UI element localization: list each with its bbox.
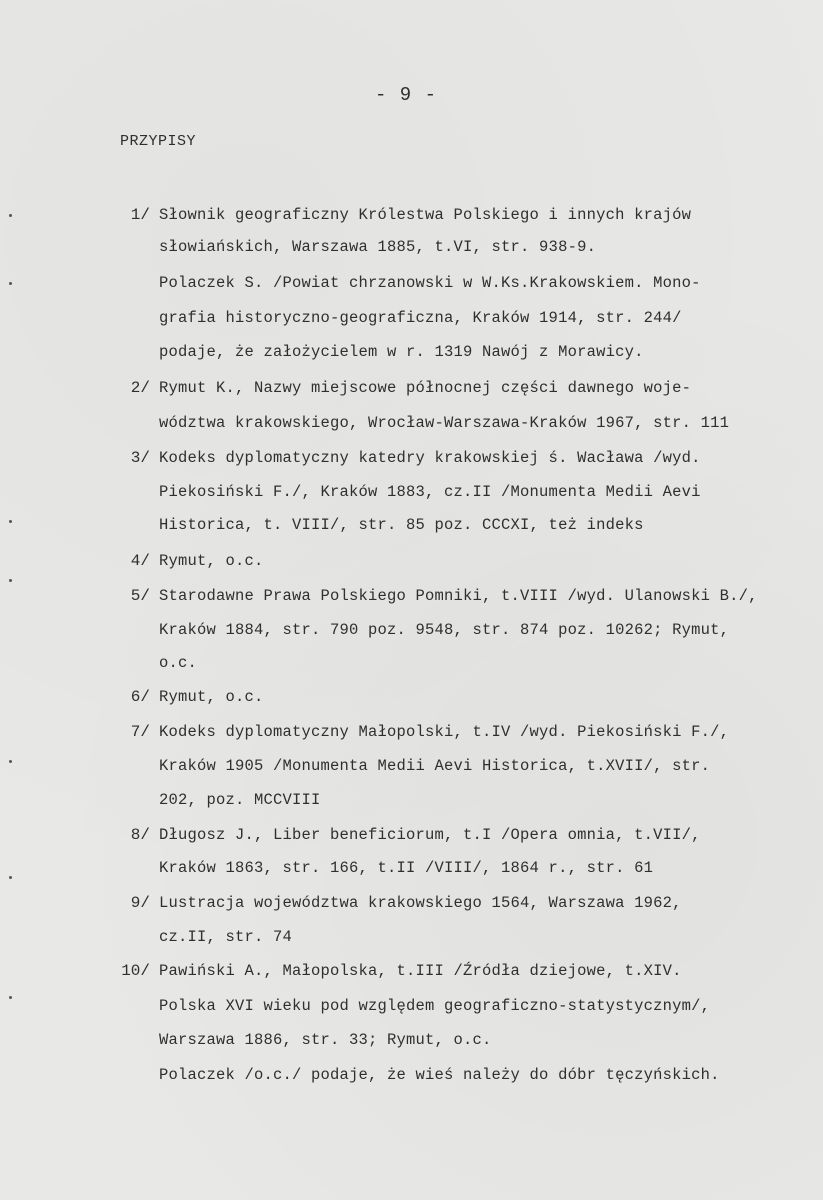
footnote-line: Rymut, o.c. [159,552,264,570]
footnote-line: słowiańskich, Warszawa 1885, t.VI, str. 938-9. [159,238,597,256]
footnote-number: 9/ [130,894,150,912]
footnote-line: 202, poz. MCCVIII [159,791,321,809]
footnote-line: Polaczek /o.c./ podaje, że wieś należy do dóbr tęczyńskich. [159,1066,720,1084]
footnote-number: 7/ [130,723,150,741]
footnote-number: 3/ [130,449,150,467]
section-heading: PRZYPISY [120,133,197,150]
footnote-number: 8/ [130,826,150,844]
footnote-line: Piekosiński F./, Kraków 1883, cz.II /Monumenta Medii Aevi [159,483,701,501]
footnote-line: Kraków 1863, str. 166, t.II /VIII/, 1864 r., str. 61 [159,859,654,877]
footnote-line: Polska XVI wieku pod względem geograficzno-statystycznym/, [159,997,711,1015]
margin-speck [9,579,12,582]
footnote-line: wództwa krakowskiego, Wrocław-Warszawa-Kraków 1967, str. 111 [159,414,730,432]
margin-speck [9,520,12,523]
footnote-line: o.c. [159,654,198,672]
footnote-number: 10/ [121,962,150,980]
footnote-number: 1/ [130,206,150,224]
footnote-line: Długosz J., Liber beneficiorum, t.I /Opera omnia, t.VII/, [159,826,701,844]
margin-speck [9,876,12,879]
footnote-line: Kodeks dyplomatyczny Małopolski, t.IV /wyd. Piekosiński F./, [159,723,730,741]
footnote-line: Warszawa 1886, str. 33; Rymut, o.c. [159,1031,492,1049]
footnote-line: Rymut, o.c. [159,688,264,706]
footnote-line: Starodawne Prawa Polskiego Pomniki, t.VIII /wyd. Ulanowski B./, [159,587,758,605]
footnote-line: Polaczek S. /Powiat chrzanowski w W.Ks.Krakowskiem. Mono- [159,274,701,292]
footnote-line: grafia historyczno-geograficzna, Kraków 1914, str. 244/ [159,309,682,327]
margin-speck [9,282,12,285]
footnote-line: Lustracja województwa krakowskiego 1564, Warszawa 1962, [159,894,682,912]
page-number: - 9 - [375,84,438,106]
footnote-line: Kodeks dyplomatyczny katedry krakowskiej ś. Wacława /wyd. [159,449,701,467]
footnote-line: cz.II, str. 74 [159,928,293,946]
footnote-number: 2/ [130,379,150,397]
margin-speck [9,214,12,217]
footnote-line: Kraków 1884, str. 790 poz. 9548, str. 874 poz. 10262; Rymut, [159,621,730,639]
footnote-line: Pawiński A., Małopolska, t.III /Źródła dziejowe, t.XIV. [159,962,682,980]
footnote-number: 4/ [130,552,150,570]
footnote-line: Kraków 1905 /Monumenta Medii Aevi Historica, t.XVII/, str. [159,757,711,775]
footnote-line: Historica, t. VIII/, str. 85 poz. CCCXI, też indeks [159,516,644,534]
footnote-line: podaje, że założycielem w r. 1319 Nawój z Morawicy. [159,343,644,361]
margin-speck [9,760,12,763]
footnote-line: Słownik geograficzny Królestwa Polskiego i innych krajów [159,206,692,224]
footnote-number: 6/ [130,688,150,706]
footnote-number: 5/ [130,587,150,605]
footnote-line: Rymut K., Nazwy miejscowe północnej części dawnego woje- [159,379,692,397]
margin-speck [9,996,12,999]
